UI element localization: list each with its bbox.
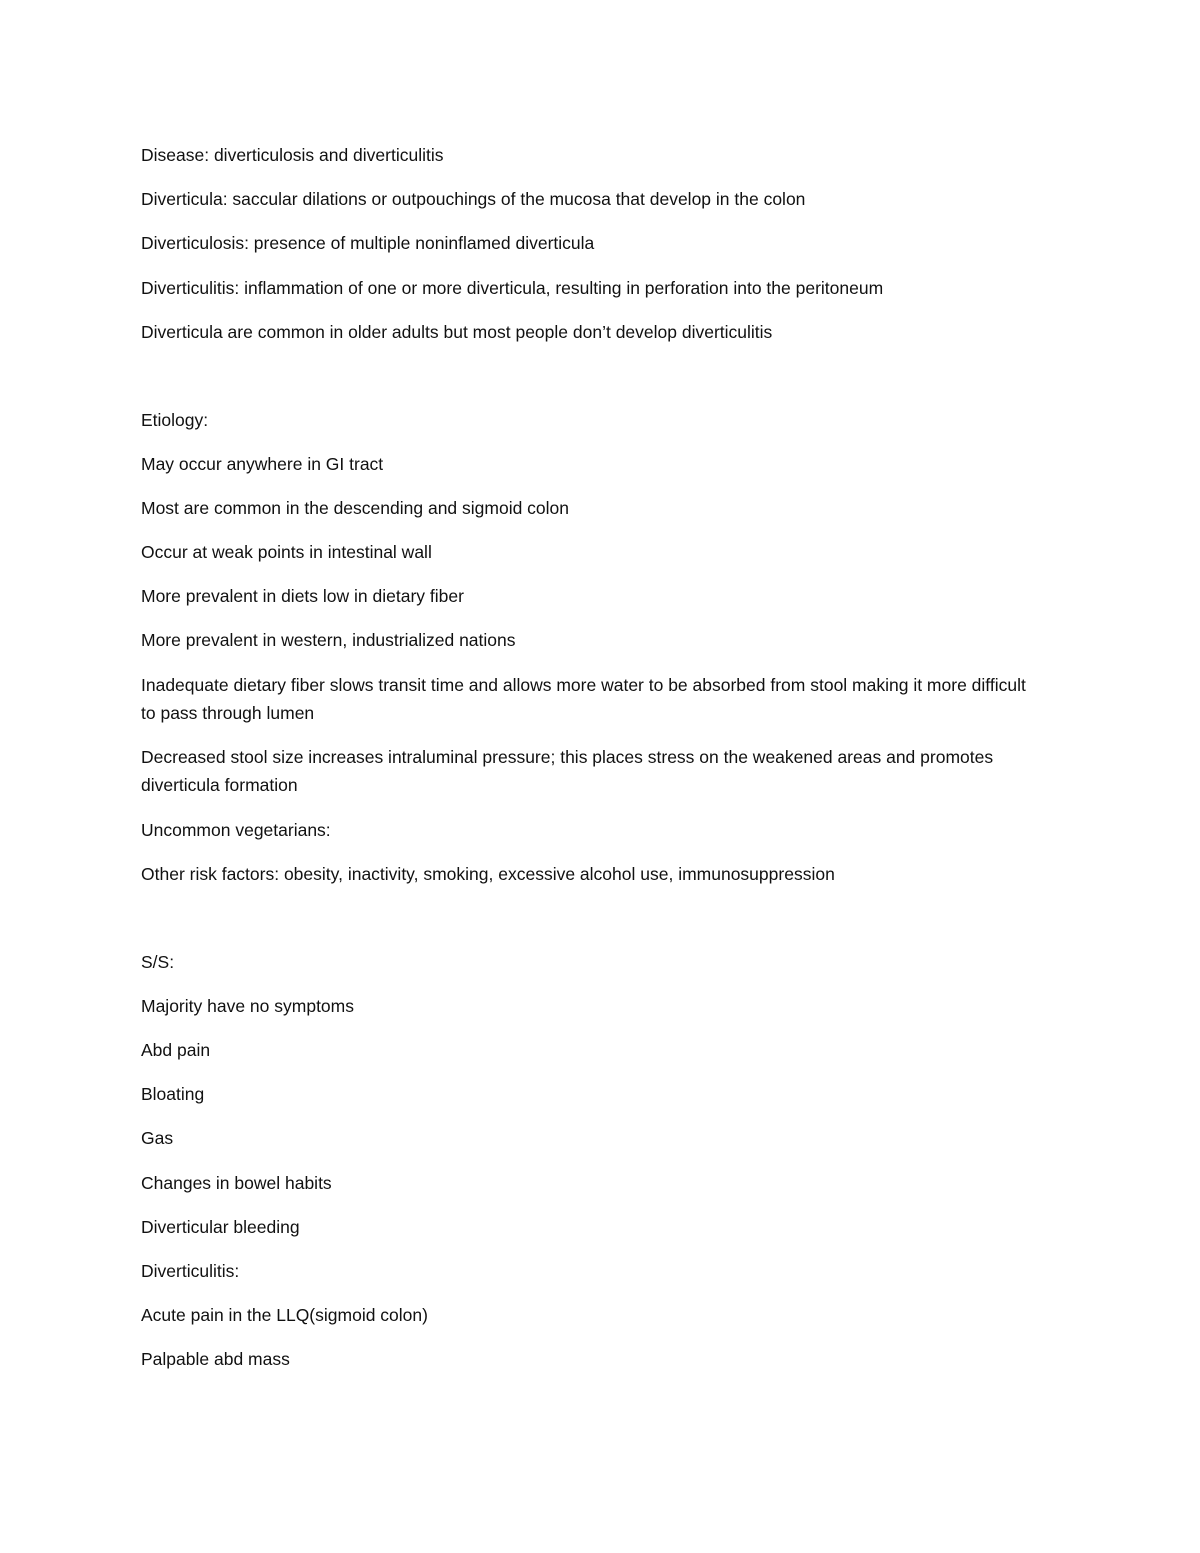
etiology-item: May occur anywhere in GI tract <box>141 454 384 474</box>
symptom-item: Changes in bowel habits <box>141 1173 332 1193</box>
etiology-item: Inadequate dietary fiber slows transit time and allows more water to be absorbed from stool making it more difficult to pass through lumen <box>141 675 1026 723</box>
symptoms-heading: S/S: <box>141 952 175 972</box>
symptom-item: Bloating <box>141 1084 205 1104</box>
diverticula-definition: Diverticula: saccular dilations or outpouchings of the mucosa that develop in the colon <box>141 189 806 209</box>
etiology-item: Uncommon vegetarians: <box>141 820 331 840</box>
symptom-item: Abd pain <box>141 1040 211 1060</box>
symptom-item: Acute pain in the LLQ(sigmoid colon) <box>141 1305 428 1325</box>
symptom-item: Diverticular bleeding <box>141 1217 300 1237</box>
etiology-item: More prevalent in western, industrialized nations <box>141 630 516 650</box>
etiology-item: Other risk factors: obesity, inactivity, smoking, excessive alcohol use, immunosuppression <box>141 864 835 884</box>
diverticulitis-definition: Diverticulitis: inflammation of one or more diverticula, resulting in perforation into the peritoneum <box>141 278 884 298</box>
symptom-item: Majority have no symptoms <box>141 996 354 1016</box>
diverticula-note: Diverticula are common in older adults but most people don’t develop diverticulitis <box>141 322 773 342</box>
diverticulosis-definition: Diverticulosis: presence of multiple noninflamed diverticula <box>141 233 595 253</box>
symptom-item: Gas <box>141 1128 174 1148</box>
symptom-item: Diverticulitis: <box>141 1261 240 1281</box>
etiology-heading: Etiology: <box>141 410 209 430</box>
symptom-item: Palpable abd mass <box>141 1349 290 1369</box>
disease-line: Disease: diverticulosis and diverticulitis <box>141 145 444 165</box>
etiology-item: Most are common in the descending and sigmoid colon <box>141 498 570 518</box>
etiology-item: Occur at weak points in intestinal wall <box>141 542 432 562</box>
etiology-item: Decreased stool size increases intraluminal pressure; this places stress on the weakened areas and promotes diverticula formation <box>141 747 994 795</box>
etiology-item: More prevalent in diets low in dietary fiber <box>141 586 464 606</box>
